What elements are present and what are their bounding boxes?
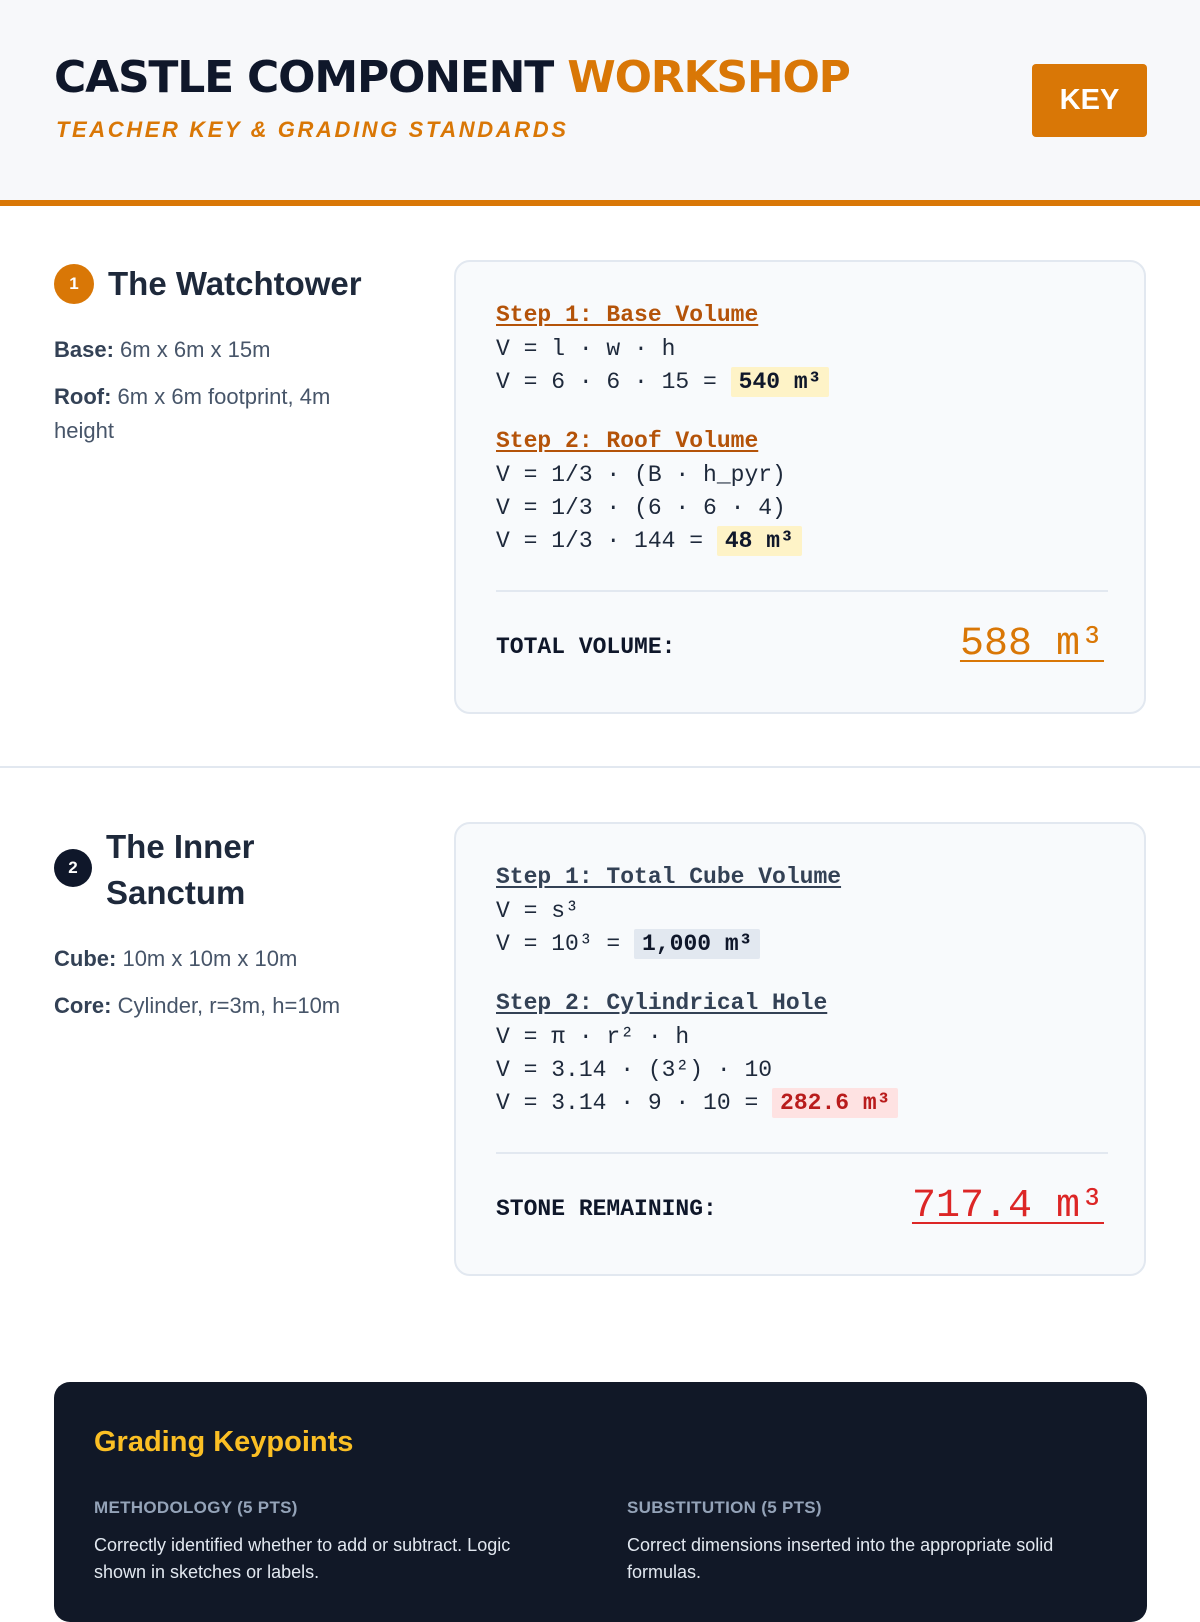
formula-line — [496, 369, 829, 395]
spec-label: Base: — [54, 337, 114, 362]
formula-line: V = 1/3 · (6 · 6 · 4) — [496, 495, 786, 521]
section-title — [106, 824, 255, 916]
section-number-badge: 2 — [54, 849, 92, 887]
spec-roof — [54, 380, 384, 448]
formula-line: V = 1/3 · (B · h_pyr) — [496, 462, 786, 488]
spec-value: 6m x 6m footprint, 4m height — [54, 384, 331, 443]
page-title — [54, 52, 850, 103]
card-divider — [496, 1152, 1108, 1154]
result-highlight: 540 m³ — [731, 367, 830, 397]
grading-keypoints-panel — [54, 1382, 1147, 1622]
spec-base — [54, 333, 270, 367]
section-title-line: Sanctum — [106, 874, 246, 911]
formula-text: V = 3.14 · 9 · 10 = — [496, 1090, 773, 1116]
formula-line: V = 3.14 · (3²) · 10 — [496, 1057, 773, 1083]
total-value: 588 m³ — [959, 622, 1104, 667]
spec-value: Cylinder, r=3m, h=10m — [117, 993, 341, 1018]
solution-card — [454, 260, 1146, 714]
title-accent: WORKSHOP — [567, 52, 850, 103]
formula-line: V = π · r² · h — [496, 1024, 690, 1050]
formula-line — [496, 1090, 898, 1116]
result-highlight: 48 m³ — [717, 526, 802, 556]
formula-text: V = 1/3 · 144 = — [496, 528, 717, 554]
spec-value: 6m x 6m x 15m — [120, 337, 271, 362]
total-value: 717.4 m³ — [911, 1184, 1104, 1229]
grading-point — [94, 1498, 564, 1586]
grading-point-text: Correct dimensions inserted into the appropriate solid formulas. — [627, 1535, 1054, 1582]
spec-label: Core: — [54, 993, 112, 1018]
formula-line — [496, 931, 760, 957]
section-title: The Watchtower — [108, 265, 362, 302]
grading-title: Grading Keypoints — [94, 1426, 354, 1458]
spec-core — [54, 989, 340, 1023]
step-heading: Step 1: Base Volume — [496, 302, 759, 328]
grading-point — [627, 1498, 1097, 1586]
spec-cube — [54, 942, 297, 976]
spec-value: 10m x 10m x 10m — [122, 946, 298, 971]
step-heading: Step 2: Cylindrical Hole — [496, 990, 828, 1016]
formula-text: V = 10³ = — [496, 931, 635, 957]
formula-line: V = l · w · h — [496, 336, 676, 362]
spec-label: Roof: — [54, 384, 112, 409]
section-divider — [0, 766, 1200, 768]
step-heading: Step 1: Total Cube Volume — [496, 864, 842, 890]
result-highlight: 1,000 m³ — [634, 929, 760, 959]
step-heading: Step 2: Roof Volume — [496, 428, 759, 454]
title-main: CASTLE COMPONENT — [54, 52, 554, 103]
total-label: STONE REMAINING: — [496, 1196, 717, 1222]
total-label: TOTAL VOLUME: — [496, 634, 676, 660]
formula-line — [496, 528, 802, 554]
page-subtitle: TEACHER KEY & GRADING STANDARDS — [56, 117, 569, 142]
spec-label: Cube: — [54, 946, 117, 971]
page-header — [0, 0, 1200, 206]
formula-text: V = 6 · 6 · 15 = — [496, 369, 731, 395]
grading-point-title: METHODOLOGY (5 PTS) — [94, 1498, 298, 1517]
card-divider — [496, 590, 1108, 592]
grading-point-title: SUBSTITUTION (5 PTS) — [627, 1498, 822, 1517]
grading-point-text: Correctly identified whether to add or subtract. Logic shown in sketches or labels. — [94, 1535, 511, 1582]
key-badge: KEY — [1032, 64, 1147, 137]
formula-line: V = s³ — [496, 898, 579, 924]
section-number-badge: 1 — [54, 264, 94, 304]
section-title-line: The Inner — [106, 828, 255, 865]
solution-card — [454, 822, 1146, 1276]
result-highlight: 282.6 m³ — [772, 1088, 898, 1118]
